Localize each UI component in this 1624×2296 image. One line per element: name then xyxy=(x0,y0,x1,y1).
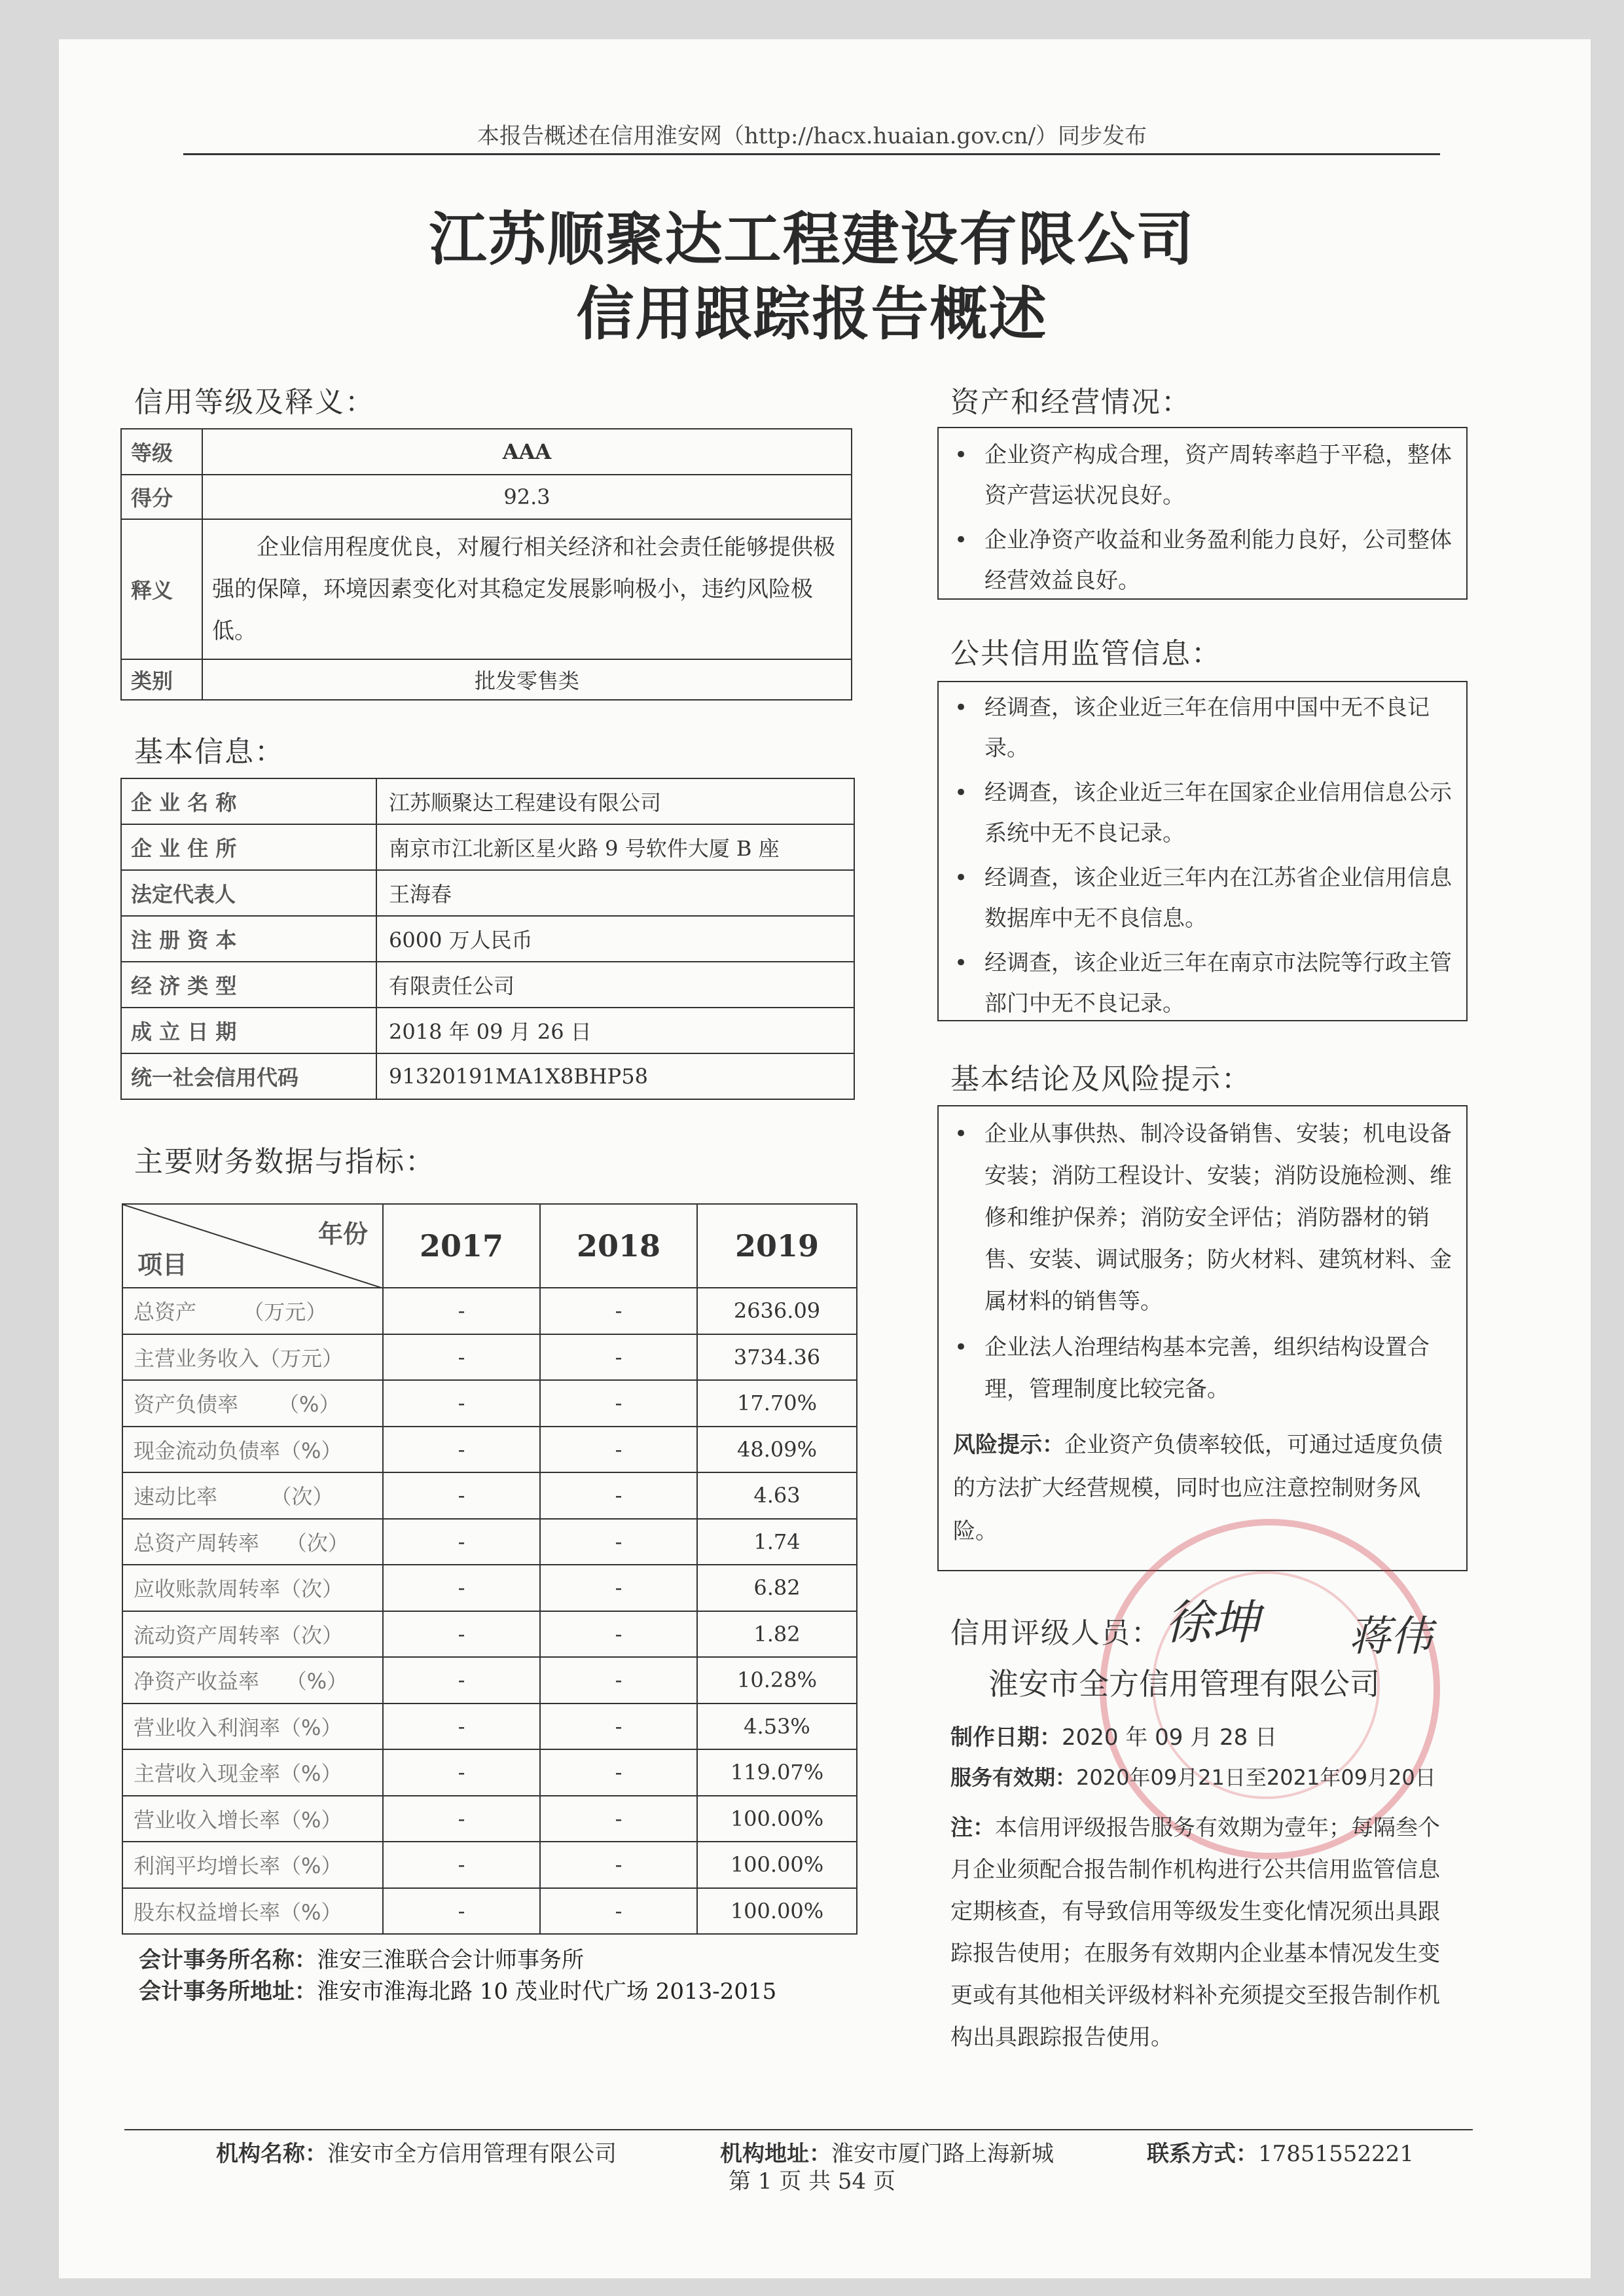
value-2017: - xyxy=(383,1380,540,1427)
rating-row-meaning xyxy=(121,519,852,659)
finance-header-row xyxy=(122,1204,857,1288)
make-date-label: 制作日期： xyxy=(950,1724,1062,1751)
firm-name: 淮安三淮联合会计师事务所 xyxy=(317,1947,584,1973)
footer-contact-label: 联系方式： xyxy=(1147,2141,1258,2167)
basic-label: 注 册 资 本 xyxy=(121,916,376,962)
basic-label: 成 立 日 期 xyxy=(121,1008,376,1053)
bullet-item: • 经调查，该企业近三年内在江苏省企业信用信息数据库中无不良信息。 xyxy=(939,858,1466,939)
finance-item-name: 应收账款周转率（次） xyxy=(122,1565,383,1611)
founded-date-value: 2018 年 09 月 26 日 xyxy=(376,1008,854,1053)
assets-list xyxy=(939,435,1466,601)
firm-name-label: 会计事务所名称： xyxy=(139,1947,317,1973)
value-2019: 2636.09 xyxy=(697,1288,857,1334)
value-2019: 10.28% xyxy=(697,1657,857,1704)
legal-rep-value: 王海春 xyxy=(376,870,854,916)
value-2018: - xyxy=(540,1749,697,1796)
finance-row xyxy=(122,1657,857,1704)
basic-label: 企 业 住 所 xyxy=(121,824,376,870)
header-rule xyxy=(183,153,1440,155)
finance-row xyxy=(122,1796,857,1842)
basic-row xyxy=(121,824,854,870)
finance-item-name: 资产负债率 （%） xyxy=(122,1380,383,1427)
finance-row xyxy=(122,1472,857,1519)
bullet-item: • 经调查，该企业近三年在南京市法院等行政主管部门中无不良记录。 xyxy=(939,943,1466,1024)
basic-row xyxy=(121,1053,854,1099)
value-2019: 3734.36 xyxy=(697,1334,857,1381)
bullet-item: • 企业从事供热、制冷设备销售、安装；机电设备安装；消防工程设计、安装；消防设施检测、维修和维护保养；消防安全评估；消防器材的销售、安装、调试服务；防火材料、建筑材料、金属材料的销售等。 xyxy=(939,1113,1466,1322)
firm-address-label: 会计事务所地址： xyxy=(139,1978,317,2005)
value-2017: - xyxy=(383,1611,540,1658)
rating-label: 释义 xyxy=(121,519,202,659)
finance-item-name: 营业收入利润率（%） xyxy=(122,1704,383,1750)
company-address-value: 南京市江北新区星火路 9 号软件大厦 B 座 xyxy=(376,824,854,870)
corner-item-label: 项目 xyxy=(137,1250,188,1279)
value-2018: - xyxy=(540,1380,697,1427)
footer-org-label: 机构名称： xyxy=(216,2141,327,2167)
bullet-item: • 企业法人治理结构基本完善，组织结构设置合理，管理制度比较完备。 xyxy=(939,1326,1466,1410)
risk-label: 风险提示： xyxy=(953,1432,1064,1458)
value-2017: - xyxy=(383,1796,540,1842)
value-2019: 6.82 xyxy=(697,1565,857,1611)
finance-table xyxy=(122,1203,857,1935)
finance-row xyxy=(122,1380,857,1427)
basic-label: 法定代表人 xyxy=(121,870,376,916)
finance-row xyxy=(122,1519,857,1565)
value-2018: - xyxy=(540,1472,697,1519)
make-date-line xyxy=(950,1719,1277,1751)
rating-row-category xyxy=(121,659,852,700)
note-text: 本信用评级报告服务有效期为壹年；每隔叁个月企业须配合报告制作机构进行公共信用监管信息定期核查，有导致信用等级发生变化情况须出具跟踪报告使用；在服务有效期内企业基本情况发生变更或有其他相关评级材料补充须提交至报告制作机构出具跟踪报告使用。 xyxy=(950,1815,1440,2050)
footer-contact-value: 17851552221 xyxy=(1258,2141,1414,2167)
rating-agency-name: 淮安市全方信用管理有限公司 xyxy=(988,1666,1380,1702)
year-header: 2018 xyxy=(540,1204,697,1288)
rating-meaning-value: 企业信用程度优良，对履行相关经济和社会责任能够提供极强的保障，环境因素变化对其稳定发展影响极小，违约风险极低。 xyxy=(202,519,852,659)
value-2017: - xyxy=(383,1288,540,1334)
make-date: 2020 年 09 月 28 日 xyxy=(1062,1724,1278,1751)
rating-section-title: 信用等级及释义： xyxy=(134,386,375,419)
footer-address-value: 淮安市厦门路上海新城 xyxy=(831,2141,1054,2167)
title-line2: 信用跟踪报告概述 xyxy=(576,280,1048,348)
value-2019: 119.07% xyxy=(697,1749,857,1796)
bullet-item: • 经调查，该企业近三年在国家企业信用信息公示系统中无不良记录。 xyxy=(939,773,1466,854)
value-2018: - xyxy=(540,1288,697,1334)
finance-item-name: 主营业务收入（万元） xyxy=(122,1334,383,1381)
risk-text: 企业资产负债率较低，可通过适度负债的方法扩大经营规模，同时也应注意控制财务风险。 xyxy=(953,1432,1443,1544)
value-2018: - xyxy=(540,1704,697,1750)
rating-label: 得分 xyxy=(121,475,202,519)
header-note: 本报告概述在信用淮安网（http://hacx.huaian.gov.cn/）同步发布 xyxy=(477,123,1147,149)
rating-row-score xyxy=(121,475,852,519)
corner-year-label: 年份 xyxy=(317,1220,368,1248)
value-2017: - xyxy=(383,1657,540,1704)
value-2017: - xyxy=(383,1519,540,1565)
value-2019: 48.09% xyxy=(697,1427,857,1473)
value-2018: - xyxy=(540,1796,697,1842)
bullet-item: • 企业资产构成合理，资产周转率趋于平稳，整体资产营运状况良好。 xyxy=(939,435,1466,516)
finance-item-name: 利润平均增长率（%） xyxy=(122,1842,383,1888)
econ-type-value: 有限责任公司 xyxy=(376,962,854,1008)
service-note xyxy=(950,1807,1454,2058)
finance-row xyxy=(122,1334,857,1381)
credit-code-value: 91320191MA1X8BHP58 xyxy=(376,1053,854,1099)
rating-table xyxy=(120,428,852,701)
conclusion-section-title: 基本结论及风险提示： xyxy=(950,1063,1252,1096)
finance-row xyxy=(122,1749,857,1796)
value-2018: - xyxy=(540,1427,697,1473)
signature-1: 徐坤 xyxy=(1165,1595,1260,1650)
value-2019: 1.74 xyxy=(697,1519,857,1565)
basic-row xyxy=(121,1008,854,1053)
rating-label: 类别 xyxy=(121,659,202,700)
value-2018: - xyxy=(540,1565,697,1611)
finance-item-name: 总资产 （万元） xyxy=(122,1288,383,1334)
finance-item-name: 营业收入增长率（%） xyxy=(122,1796,383,1842)
finance-item-name: 总资产周转率 （次） xyxy=(122,1519,383,1565)
value-2018: - xyxy=(540,1657,697,1704)
finance-item-name: 速动比率 （次） xyxy=(122,1472,383,1519)
rating-row-grade xyxy=(121,429,852,475)
public-section-title: 公共信用监管信息： xyxy=(950,637,1221,670)
risk-note xyxy=(939,1414,1466,1553)
capital-value: 6000 万人民币 xyxy=(376,916,854,962)
value-2019: 4.53% xyxy=(697,1704,857,1750)
value-2019: 100.00% xyxy=(697,1842,857,1888)
signature-2: 蒋伟 xyxy=(1348,1613,1432,1661)
finance-item-name: 主营收入现金率（%） xyxy=(122,1749,383,1796)
basic-section-title: 基本信息： xyxy=(134,735,285,769)
finance-row xyxy=(122,1565,857,1611)
bullet-item: • 经调查，该企业近三年在信用中国中无不良记录。 xyxy=(939,687,1466,769)
finance-section-title: 主要财务数据与指标： xyxy=(134,1145,435,1178)
basic-label: 企 业 名 称 xyxy=(121,778,376,824)
value-2019: 17.70% xyxy=(697,1380,857,1427)
valid-period-line xyxy=(950,1761,1436,1791)
public-list xyxy=(939,687,1466,1024)
value-2017: - xyxy=(383,1704,540,1750)
basic-row xyxy=(121,870,854,916)
assets-section-title: 资产和经营情况： xyxy=(950,386,1191,419)
value-2017: - xyxy=(383,1749,540,1796)
value-2017: - xyxy=(383,1842,540,1888)
basic-label: 经 济 类 型 xyxy=(121,962,376,1008)
finance-row xyxy=(122,1842,857,1888)
value-2018: - xyxy=(540,1519,697,1565)
value-2017: - xyxy=(383,1565,540,1611)
finance-item-name: 流动资产周转率（次） xyxy=(122,1611,383,1658)
basic-row xyxy=(121,778,854,824)
assets-box xyxy=(937,427,1468,600)
value-2019: 100.00% xyxy=(697,1888,857,1935)
footer-rule xyxy=(124,2129,1473,2130)
finance-row xyxy=(122,1427,857,1473)
page-number: 第 1 页 共 54 页 xyxy=(729,2168,895,2195)
finance-row xyxy=(122,1611,857,1658)
title-line1: 江苏顺聚达工程建设有限公司 xyxy=(429,206,1195,273)
value-2017: - xyxy=(383,1472,540,1519)
conclusion-list xyxy=(939,1113,1466,1410)
rating-category-value: 批发零售类 xyxy=(202,659,852,700)
value-2018: - xyxy=(540,1888,697,1935)
valid-period: 2020年09月21日至2021年09月20日 xyxy=(1076,1765,1436,1790)
firm-address: 淮安市淮海北路 10 茂业时代广场 2013-2015 xyxy=(317,1978,777,2005)
footer-address-label: 机构地址： xyxy=(720,2141,831,2167)
valid-period-label: 服务有效期： xyxy=(950,1765,1077,1790)
basic-row xyxy=(121,962,854,1008)
finance-item-name: 净资产收益率 （%） xyxy=(122,1657,383,1704)
rating-grade-value: AAA xyxy=(202,429,852,475)
basic-row xyxy=(121,916,854,962)
year-header: 2019 xyxy=(697,1204,857,1288)
company-name-value: 江苏顺聚达工程建设有限公司 xyxy=(376,778,854,824)
finance-row xyxy=(122,1888,857,1935)
value-2018: - xyxy=(540,1334,697,1381)
value-2019: 1.82 xyxy=(697,1611,857,1658)
value-2019: 100.00% xyxy=(697,1796,857,1842)
value-2017: - xyxy=(383,1334,540,1381)
finance-row xyxy=(122,1288,857,1334)
finance-item-name: 现金流动负债率（%） xyxy=(122,1427,383,1473)
rating-label: 等级 xyxy=(121,429,202,475)
value-2019: 4.63 xyxy=(697,1472,857,1519)
year-header: 2017 xyxy=(383,1204,540,1288)
rating-score-value: 92.3 xyxy=(202,475,852,519)
rating-staff-label: 信用评级人员： xyxy=(950,1616,1161,1650)
footer-org-name: 淮安市全方信用管理有限公司 xyxy=(327,2141,617,2167)
finance-body xyxy=(122,1288,857,1934)
bullet-item: • 企业净资产收益和业务盈利能力良好，公司整体经营效益良好。 xyxy=(939,520,1466,601)
value-2017: - xyxy=(383,1888,540,1935)
finance-corner-cell xyxy=(122,1204,383,1288)
accounting-firm-block xyxy=(139,1944,776,2007)
note-label: 注： xyxy=(950,1815,995,1841)
value-2018: - xyxy=(540,1611,697,1658)
basic-info-table xyxy=(120,778,855,1100)
public-box xyxy=(937,681,1468,1021)
finance-row xyxy=(122,1704,857,1750)
value-2018: - xyxy=(540,1842,697,1888)
finance-item-name: 股东权益增长率（%） xyxy=(122,1888,383,1935)
conclusion-box xyxy=(937,1105,1468,1571)
value-2017: - xyxy=(383,1427,540,1473)
basic-label: 统一社会信用代码 xyxy=(121,1053,376,1099)
